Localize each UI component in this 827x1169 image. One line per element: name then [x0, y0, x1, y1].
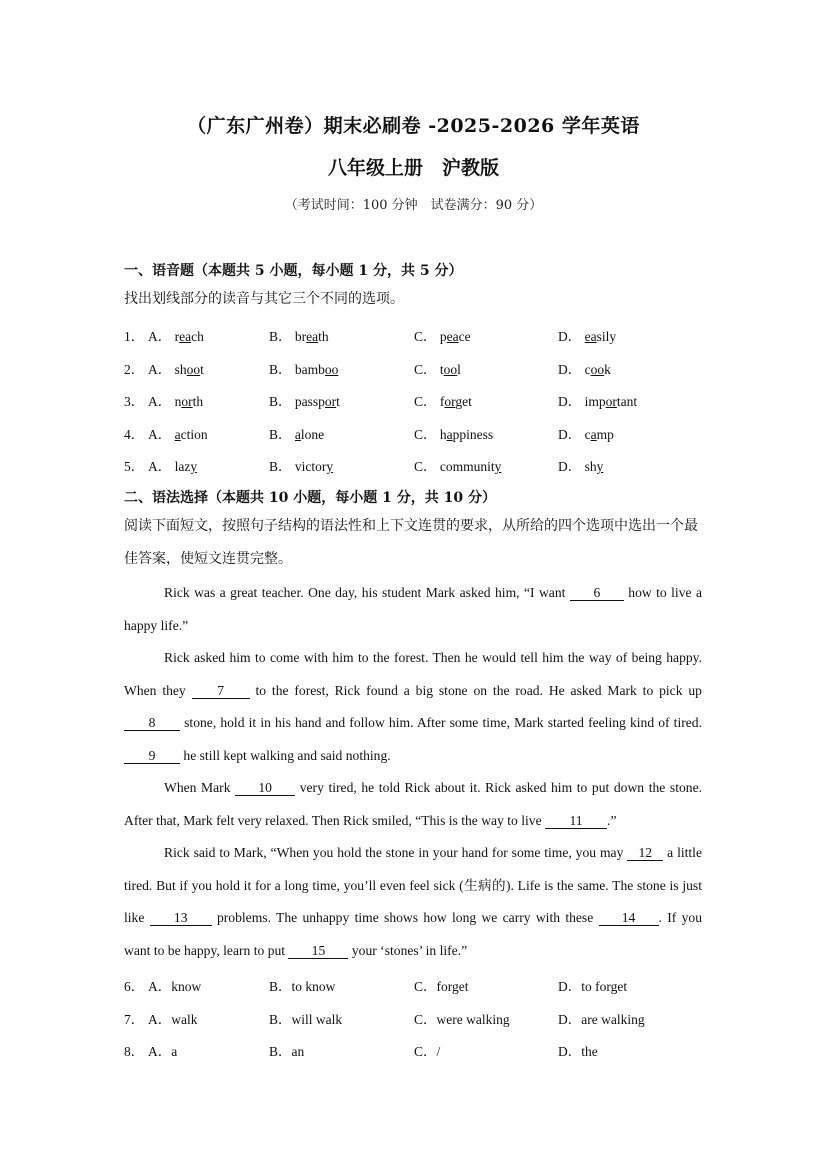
question-number: 3． — [124, 394, 145, 409]
answer-option[interactable]: D．are walking — [558, 1012, 645, 1027]
question-row — [124, 455, 704, 475]
option-text: passp — [294, 394, 325, 409]
section2-instruction: 阅读下面短文，按照句子结构的语法性和上下文连贯的要求，从所给的四个选项中选出一个最佳答案，使短文连贯完整。 — [124, 518, 698, 567]
answer-option[interactable] — [269, 325, 329, 345]
answer-option[interactable]: C．were walking — [414, 1012, 510, 1027]
option-text: c — [584, 427, 591, 442]
option-letter: A． — [148, 394, 175, 409]
passage-text: to the forest, Rick found a big stone on the road. He asked Mark to pick up — [249, 682, 702, 698]
passage-text: how to live a happy life.” — [124, 585, 703, 633]
underlined-sound: or — [324, 394, 337, 409]
option-letter: C． — [414, 329, 440, 344]
answer-option[interactable] — [148, 423, 208, 443]
option-text: c — [584, 362, 591, 377]
answer-option[interactable]: C．/ — [414, 1044, 441, 1059]
exam-subtitle: 八年级上册 沪教版 — [327, 157, 499, 179]
answer-option[interactable] — [269, 423, 324, 443]
underlined-sound: or — [181, 394, 193, 409]
option-letter: D． — [558, 394, 585, 409]
answer-option[interactable]: C．forget — [414, 979, 469, 994]
passage-text: Rick said to Mark, “When you hold the stone in your hand for some time, you may — [164, 845, 628, 860]
answer-option[interactable] — [558, 358, 611, 378]
option-letter: A． — [148, 459, 175, 474]
answer-option[interactable] — [148, 325, 204, 345]
option-letter: B． — [269, 427, 295, 442]
question-row — [124, 358, 704, 378]
answer-option[interactable]: B．will walk — [269, 1012, 343, 1027]
underlined-sound: a — [294, 427, 301, 442]
section1-instruction: 找出划线部分的读音与其它三个不同的选项。 — [124, 291, 404, 307]
underlined-sound: a — [446, 427, 453, 442]
exam-info: （考试时间：100 分钟 试卷满分：90 分） — [284, 198, 543, 213]
passage-paragraph — [124, 642, 702, 772]
underlined-sound: y — [494, 459, 502, 474]
question-row — [124, 390, 704, 410]
blank-11[interactable]: 11 — [545, 813, 607, 829]
passage-text: Rick asked him to come with him to the forest. Then he would tell him the way of being happy. When they — [124, 650, 702, 698]
passage-text: your ‘stones’ in life.” — [348, 942, 468, 958]
underlined-sound: or — [444, 394, 456, 409]
option-text: l — [457, 362, 461, 377]
answer-option[interactable] — [269, 455, 333, 475]
blank-14[interactable]: 14 — [599, 910, 659, 926]
passage-text: stone, hold it in his hand and follow him. After some time, Mark started feeling kind of tired. — [180, 715, 702, 731]
option-text: mp — [596, 427, 614, 442]
option-text: lone — [300, 427, 325, 442]
option-letter: C． — [414, 394, 440, 409]
answer-option[interactable] — [148, 358, 204, 378]
blank-13[interactable]: 13 — [150, 910, 212, 926]
blank-10[interactable]: 10 — [235, 780, 295, 796]
option-text: communit — [439, 459, 495, 474]
answer-option[interactable] — [414, 423, 493, 443]
underlined-sound: ea — [584, 329, 597, 344]
blank-9[interactable]: 9 — [124, 748, 180, 764]
question-row — [124, 1008, 704, 1028]
underlined-sound: oo — [186, 362, 201, 377]
question-row — [124, 423, 704, 443]
option-text: th — [318, 329, 329, 344]
question-number: 8． — [124, 1044, 145, 1059]
option-letter: B． — [269, 362, 295, 377]
question-number: 1． — [124, 329, 145, 344]
answer-option[interactable] — [148, 455, 197, 475]
answer-option[interactable]: B．to know — [269, 979, 336, 994]
underlined-sound: ea — [179, 329, 192, 344]
blank-12[interactable]: 12 — [627, 845, 663, 861]
question-row — [124, 325, 704, 345]
question-number: 6． — [124, 979, 145, 994]
passage-text: very tired, he told Rick about it. Rick asked him to put down the stone. After that, Mark felt very relaxed. Then Rick smiled, “This is the way to live — [124, 780, 702, 828]
option-text: ction — [180, 427, 208, 442]
option-letter: D． — [558, 459, 585, 474]
option-text: t — [439, 362, 444, 377]
answer-option[interactable] — [148, 390, 203, 410]
blank-6[interactable]: 6 — [570, 585, 624, 601]
option-letter: B． — [269, 394, 295, 409]
underlined-sound: y — [190, 459, 198, 474]
option-letter: C． — [414, 362, 440, 377]
passage-text: a little tired. But if you hold it for a long time, you’ll even feel sick (生病的). Life is the same. The stone is just like — [124, 845, 702, 926]
option-letter: A． — [148, 329, 175, 344]
underlined-sound: or — [605, 394, 617, 409]
underlined-sound: oo — [324, 362, 339, 377]
option-text: p — [439, 329, 447, 344]
option-text: ppiness — [452, 427, 494, 442]
option-text: imp — [584, 394, 606, 409]
underlined-sound: oo — [443, 362, 458, 377]
answer-option[interactable]: B．an — [269, 1044, 305, 1059]
answer-option[interactable]: D．the — [558, 1044, 598, 1059]
answer-option[interactable] — [558, 390, 637, 410]
option-letter: C． — [414, 427, 440, 442]
section1-heading: 一、语音题（本题共 5 小题，每小题 1 分，共 5 分） — [124, 263, 463, 279]
question-number: 2． — [124, 362, 145, 377]
option-letter: D． — [558, 362, 585, 377]
underlined-sound: y — [326, 459, 334, 474]
blank-7[interactable]: 7 — [192, 683, 250, 699]
passage-text: problems. The unhappy time shows how long we carry with these — [211, 910, 599, 926]
blank-8[interactable]: 8 — [124, 715, 180, 731]
option-letter: B． — [269, 329, 295, 344]
option-text: th — [192, 394, 204, 409]
answer-option[interactable]: A．know — [148, 979, 202, 994]
answer-option[interactable] — [558, 455, 603, 475]
question-number: 7． — [124, 1012, 145, 1027]
passage-text: he still kept walking and said nothing. — [180, 747, 391, 763]
option-text: bamb — [294, 362, 325, 377]
option-letter: C． — [414, 459, 440, 474]
option-letter: B． — [269, 459, 295, 474]
question-row — [124, 1040, 704, 1060]
exam-title: （广东广州卷）期末必刷卷 -2025-2026 学年英语 — [187, 115, 640, 137]
underlined-sound: a — [174, 427, 181, 442]
passage-text: . If you want to be happy, learn to put — [124, 910, 702, 958]
answer-option[interactable] — [414, 358, 461, 378]
passage-paragraph — [124, 837, 702, 967]
option-text: f — [439, 394, 445, 409]
answer-option[interactable] — [414, 325, 471, 345]
option-text: sily — [596, 329, 617, 344]
question-row — [124, 975, 704, 995]
option-letter: A． — [148, 362, 175, 377]
option-text: t — [200, 362, 204, 377]
option-text: ce — [458, 329, 471, 344]
answer-option[interactable] — [558, 325, 616, 345]
option-letter: A． — [148, 427, 175, 442]
option-text: get — [455, 394, 472, 409]
answer-option[interactable]: A．a — [148, 1044, 178, 1059]
passage-paragraph — [124, 577, 702, 642]
underlined-sound: ea — [446, 329, 459, 344]
option-text: br — [294, 329, 307, 344]
answer-option[interactable] — [414, 455, 501, 475]
section2-heading: 二、语法选择（本题共 10 小题，每小题 1 分，共 10 分） — [124, 490, 496, 506]
option-text: sh — [584, 459, 597, 474]
option-letter: D． — [558, 427, 585, 442]
answer-option[interactable] — [269, 390, 340, 410]
answer-option[interactable] — [269, 358, 338, 378]
option-text: laz — [174, 459, 191, 474]
passage-paragraph — [124, 772, 702, 837]
option-text: k — [604, 362, 611, 377]
question-number: 5． — [124, 459, 145, 474]
answer-option[interactable]: A．walk — [148, 1012, 198, 1027]
underlined-sound: y — [596, 459, 604, 474]
option-text: r — [174, 329, 180, 344]
blank-15[interactable]: 15 — [288, 943, 348, 959]
answer-option[interactable] — [414, 390, 472, 410]
underlined-sound: a — [590, 427, 597, 442]
option-letter: D． — [558, 329, 585, 344]
passage-text: When Mark — [164, 780, 236, 795]
option-text: n — [174, 394, 182, 409]
option-text: tant — [616, 394, 638, 409]
option-text: sh — [174, 362, 187, 377]
option-text: victor — [294, 459, 327, 474]
answer-option[interactable]: D．to forget — [558, 979, 628, 994]
underlined-sound: oo — [590, 362, 605, 377]
passage-text: Rick was a great teacher. One day, his student Mark asked him, “I want — [164, 585, 570, 600]
option-text: h — [439, 427, 447, 442]
option-text: ch — [191, 329, 204, 344]
passage-text: .” — [607, 812, 617, 828]
option-text: t — [336, 394, 340, 409]
question-number: 4． — [124, 427, 145, 442]
underlined-sound: ea — [306, 329, 319, 344]
answer-option[interactable] — [558, 423, 614, 443]
